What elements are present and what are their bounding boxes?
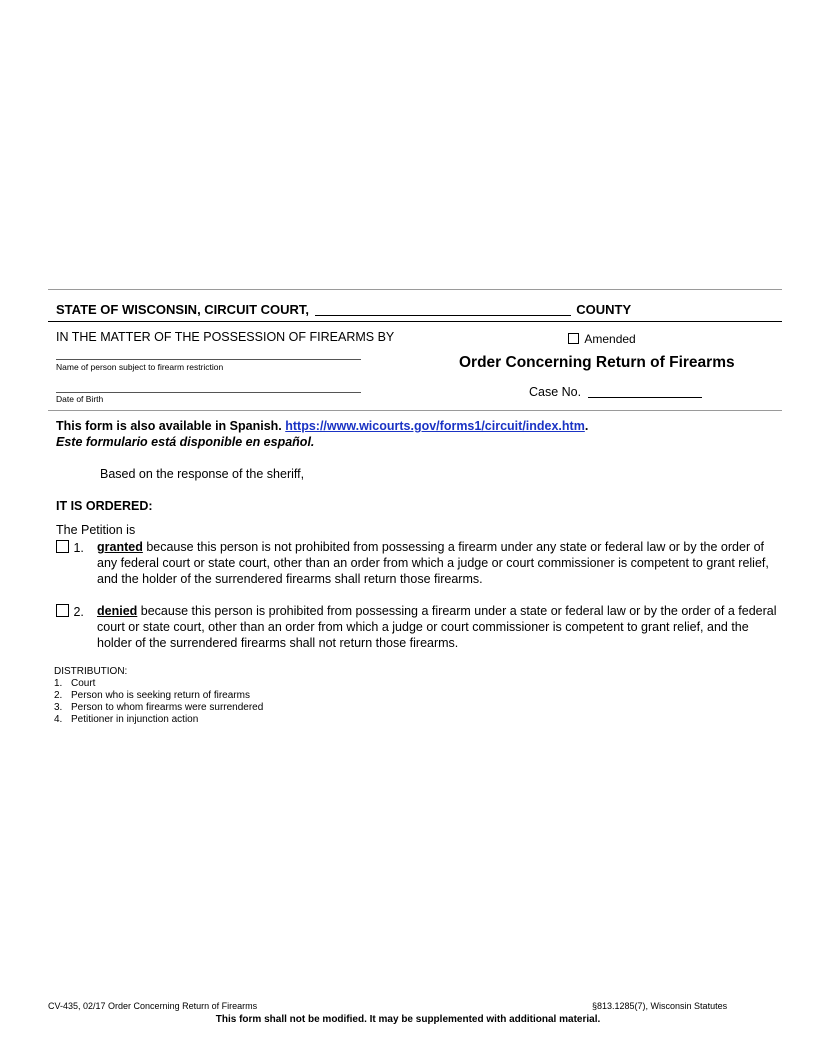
top-rule [48,289,782,290]
court-prefix: STATE OF WISCONSIN, CIRCUIT COURT, [56,302,310,317]
case-no-label: Case No. [529,385,582,399]
granted-keyword: granted [97,540,143,554]
distribution-heading: DISTRIBUTION: [54,666,128,677]
denied-keyword: denied [97,604,138,618]
name-line[interactable] [56,359,361,360]
amended-option[interactable] [568,332,636,346]
header-bottom-rule [48,410,782,411]
footer-statute: §813.1285(7), Wisconsin Statutes [592,1001,728,1011]
distribution-item: 1. Court [54,678,96,689]
name-caption: Name of person subject to firearm restriction [56,362,224,372]
spanish-notice [56,419,588,433]
court-line [56,302,631,317]
denied-text [97,603,777,651]
form-title: Order Concerning Return of Firearms [459,354,735,371]
spanish-text: Este formulario está disponible en español. [56,435,315,449]
matter-line: IN THE MATTER OF THE POSSESSION OF FIREARMS BY [56,330,395,344]
denied-checkbox[interactable] [56,604,69,617]
footer-notice: This form shall not be modified. It may be supplemented with additional material. [215,1014,601,1025]
distribution-item: 4. Petitioner in injunction action [54,714,199,725]
case-no-blank[interactable] [588,397,702,398]
spanish-notice-text: This form is also available in Spanish. [56,419,282,433]
intro-text: Based on the response of the sheriff, [100,467,305,481]
footer-form-id: CV-435, 02/17 Order Concerning Return of Firearms [48,1001,258,1011]
granted-number: 1. [73,541,84,555]
distribution-item: 3. Person to whom firearms were surrendered [54,702,264,713]
option-denied[interactable] [56,604,84,619]
granted-checkbox[interactable] [56,540,69,553]
petition-is: The Petition is [56,523,136,537]
case-no [529,385,702,399]
dob-caption: Date of Birth [56,394,104,404]
link-suffix: . [584,419,589,433]
ordered-heading: IT IS ORDERED: [56,499,153,513]
granted-description: because this person is not prohibited from possessing a firearm under any state or federal law or by the order of any federal court or state court, other than an order from which a judge or court commissioner is competent to grant relief, and the holder of the surrendered firearms shall return those firearms. [97,540,769,586]
amended-label: Amended [584,332,636,346]
county-label: COUNTY [576,302,632,317]
court-rule [48,321,782,322]
denied-number: 2. [73,605,84,619]
dob-line[interactable] [56,392,361,393]
distribution-item: 2. Person who is seeking return of firearms [54,690,250,701]
granted-text [97,539,777,587]
county-blank[interactable] [315,315,571,316]
option-granted[interactable] [56,540,84,555]
amended-checkbox[interactable] [568,333,579,344]
spanish-forms-link[interactable]: https://www.wicourts.gov/forms1/circuit/index.htm [285,419,585,433]
denied-description: because this person is prohibited from possessing a firearm under a state or federal law or by the order of a federal court or state court, other than an order from which a judge or court commissioner is competent to grant relief, and the holder of the surrendered firearms shall not return those firearms. [97,604,777,650]
distribution [54,666,263,726]
